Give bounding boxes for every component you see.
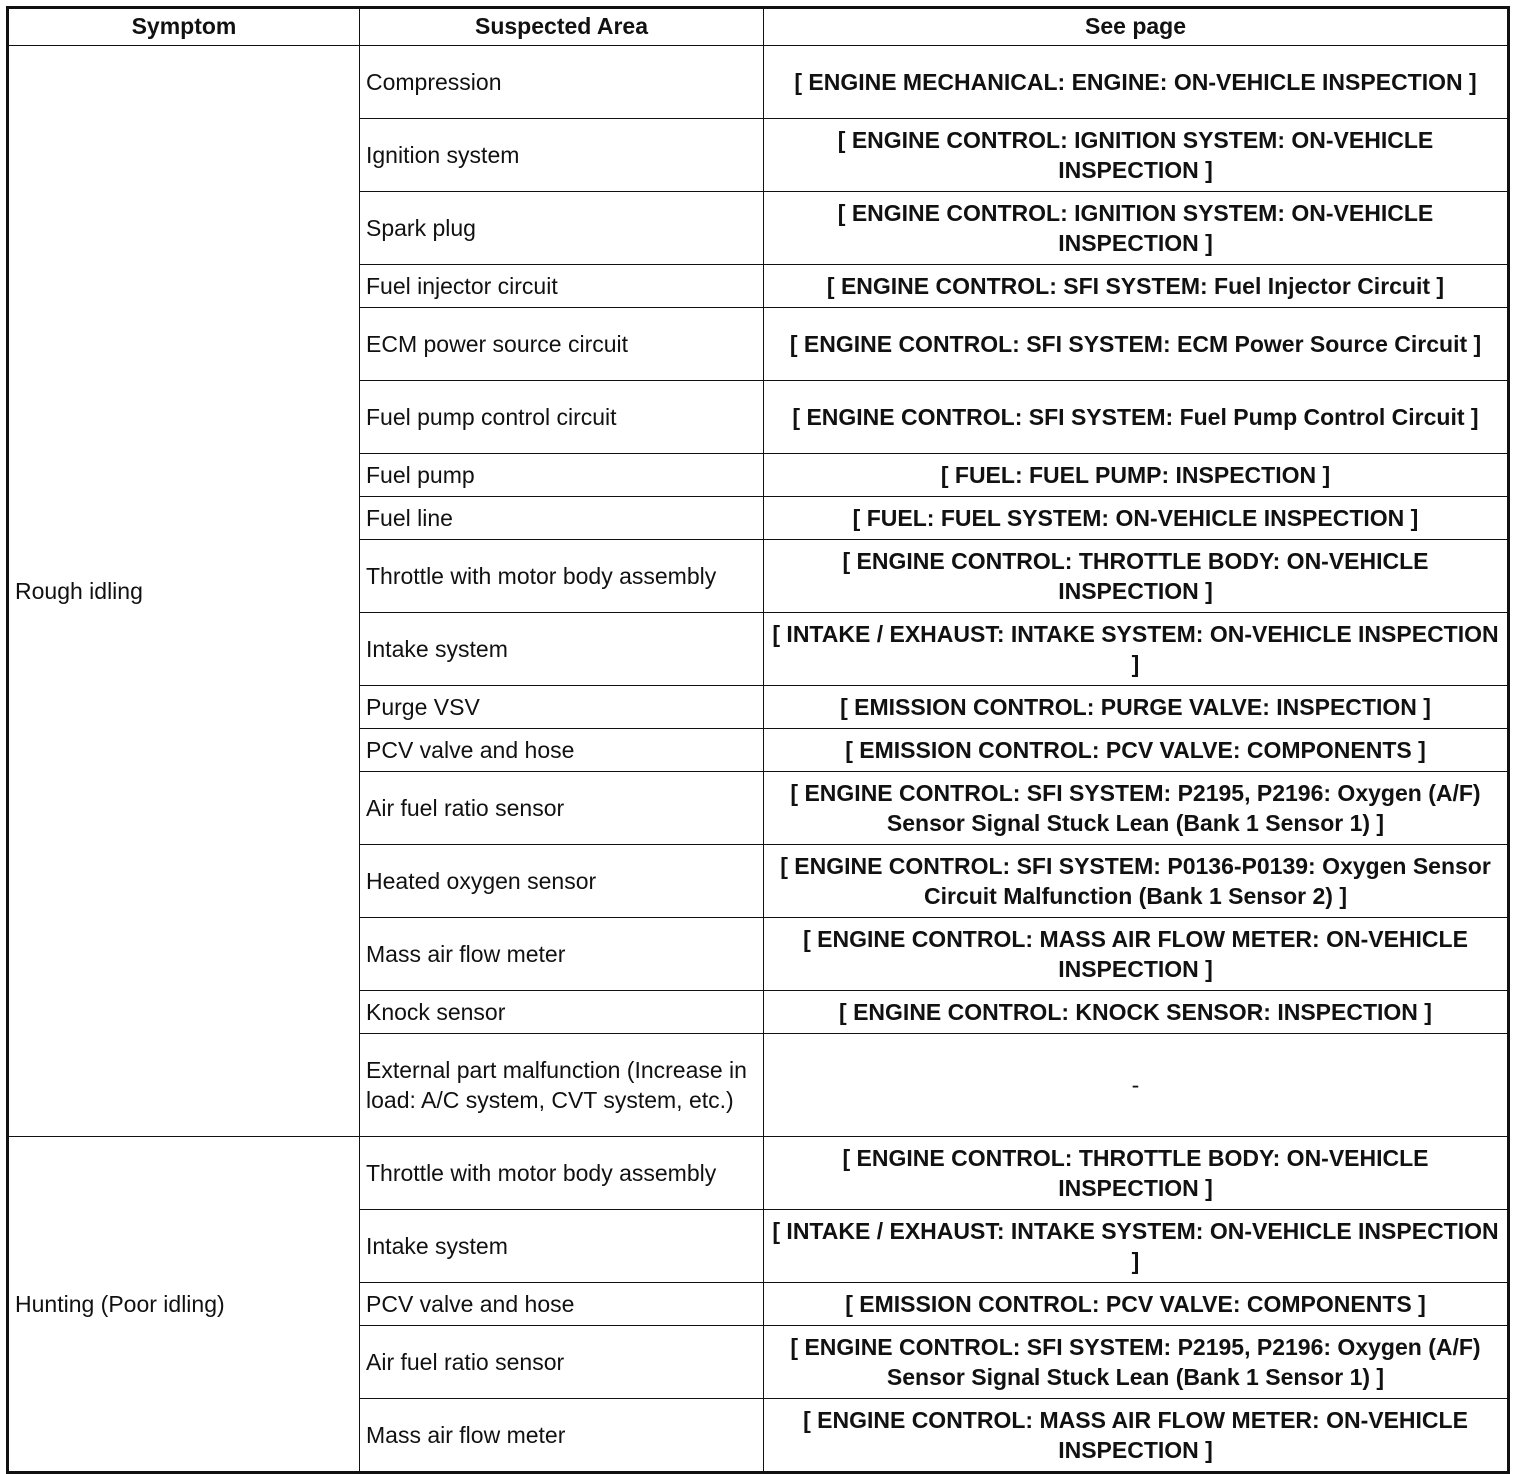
suspected-area-cell: Compression [360, 46, 764, 119]
see-page-cell: [ ENGINE CONTROL: THROTTLE BODY: ON-VEHICLE INSPECTION ] [764, 1137, 1509, 1210]
see-page-cell: [ FUEL: FUEL SYSTEM: ON-VEHICLE INSPECTION ] [764, 497, 1509, 540]
suspected-area-cell: Air fuel ratio sensor [360, 1326, 764, 1399]
suspected-area-cell: Mass air flow meter [360, 1399, 764, 1473]
suspected-area-cell: Fuel injector circuit [360, 265, 764, 308]
see-page-cell: - [764, 1034, 1509, 1137]
see-page-cell: [ ENGINE CONTROL: SFI SYSTEM: P2195, P2196: Oxygen (A/F) Sensor Signal Stuck Lean (Bank 1 Sensor 1) ] [764, 1326, 1509, 1399]
suspected-area-cell: Mass air flow meter [360, 918, 764, 991]
suspected-area-cell: Fuel line [360, 497, 764, 540]
see-page-cell: [ ENGINE CONTROL: SFI SYSTEM: P0136-P0139: Oxygen Sensor Circuit Malfunction (Bank 1 Sensor 2) ] [764, 845, 1509, 918]
see-page-cell: [ ENGINE CONTROL: SFI SYSTEM: P2195, P2196: Oxygen (A/F) Sensor Signal Stuck Lean (Bank 1 Sensor 1) ] [764, 772, 1509, 845]
see-page-cell: [ EMISSION CONTROL: PURGE VALVE: INSPECTION ] [764, 686, 1509, 729]
suspected-area-cell: Knock sensor [360, 991, 764, 1034]
suspected-area-cell: Fuel pump [360, 454, 764, 497]
suspected-area-cell: Spark plug [360, 192, 764, 265]
symptom-cell: Rough idling [8, 46, 360, 1137]
header-see-page: See page [764, 8, 1509, 46]
suspected-area-cell: PCV valve and hose [360, 729, 764, 772]
see-page-cell: [ ENGINE CONTROL: SFI SYSTEM: Fuel Pump Control Circuit ] [764, 381, 1509, 454]
suspected-area-cell: Intake system [360, 1210, 764, 1283]
suspected-area-cell: Purge VSV [360, 686, 764, 729]
table-row [8, 46, 1509, 119]
suspected-area-cell: External part malfunction (Increase in load: A/C system, CVT system, etc.) [360, 1034, 764, 1137]
suspected-area-cell: Intake system [360, 613, 764, 686]
suspected-area-cell: Throttle with motor body assembly [360, 1137, 764, 1210]
suspected-area-cell: Throttle with motor body assembly [360, 540, 764, 613]
see-page-cell: [ ENGINE MECHANICAL: ENGINE: ON-VEHICLE INSPECTION ] [764, 46, 1509, 119]
see-page-cell: [ ENGINE CONTROL: SFI SYSTEM: ECM Power Source Circuit ] [764, 308, 1509, 381]
header-row [8, 8, 1509, 46]
see-page-cell: [ ENGINE CONTROL: THROTTLE BODY: ON-VEHICLE INSPECTION ] [764, 540, 1509, 613]
see-page-cell: [ ENGINE CONTROL: MASS AIR FLOW METER: ON-VEHICLE INSPECTION ] [764, 918, 1509, 991]
suspected-area-cell: PCV valve and hose [360, 1283, 764, 1326]
see-page-cell: [ ENGINE CONTROL: MASS AIR FLOW METER: ON-VEHICLE INSPECTION ] [764, 1399, 1509, 1473]
header-symptom: Symptom [8, 8, 360, 46]
see-page-cell: [ INTAKE / EXHAUST: INTAKE SYSTEM: ON-VEHICLE INSPECTION ] [764, 613, 1509, 686]
see-page-cell: [ FUEL: FUEL PUMP: INSPECTION ] [764, 454, 1509, 497]
suspected-area-cell: Fuel pump control circuit [360, 381, 764, 454]
suspected-area-cell: ECM power source circuit [360, 308, 764, 381]
suspected-area-cell: Ignition system [360, 119, 764, 192]
see-page-cell: [ ENGINE CONTROL: IGNITION SYSTEM: ON-VEHICLE INSPECTION ] [764, 119, 1509, 192]
see-page-cell: [ INTAKE / EXHAUST: INTAKE SYSTEM: ON-VEHICLE INSPECTION ] [764, 1210, 1509, 1283]
see-page-cell: [ ENGINE CONTROL: KNOCK SENSOR: INSPECTION ] [764, 991, 1509, 1034]
table-row [8, 1137, 1509, 1210]
suspected-area-cell: Heated oxygen sensor [360, 845, 764, 918]
symptom-cell: Hunting (Poor idling) [8, 1137, 360, 1473]
header-suspected-area: Suspected Area [360, 8, 764, 46]
suspected-area-cell: Air fuel ratio sensor [360, 772, 764, 845]
see-page-cell: [ ENGINE CONTROL: IGNITION SYSTEM: ON-VEHICLE INSPECTION ] [764, 192, 1509, 265]
symptom-table [6, 6, 1510, 1474]
see-page-cell: [ EMISSION CONTROL: PCV VALVE: COMPONENTS ] [764, 1283, 1509, 1326]
see-page-cell: [ ENGINE CONTROL: SFI SYSTEM: Fuel Injector Circuit ] [764, 265, 1509, 308]
see-page-cell: [ EMISSION CONTROL: PCV VALVE: COMPONENTS ] [764, 729, 1509, 772]
